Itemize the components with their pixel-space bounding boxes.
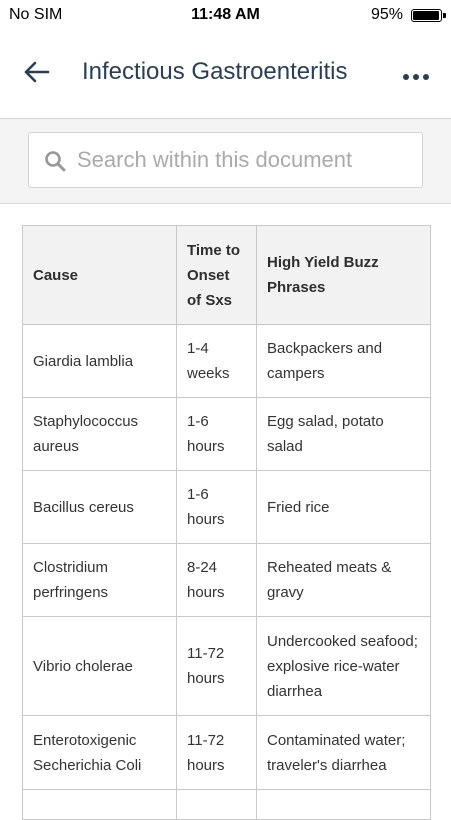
search-bar-container bbox=[0, 119, 451, 204]
onset-cell: 8-24 hours bbox=[177, 544, 257, 617]
onset-cell: 1-6 hours bbox=[177, 471, 257, 544]
onset-cell: 1-4 weeks bbox=[177, 325, 257, 398]
search-icon bbox=[43, 149, 67, 173]
table-row bbox=[23, 790, 431, 820]
header-cause: Cause bbox=[23, 226, 177, 325]
cause-cell: Bacillus cereus bbox=[23, 471, 177, 544]
battery-percent: 95% bbox=[370, 6, 403, 23]
gastroenteritis-table bbox=[22, 225, 431, 820]
navigation-bar bbox=[0, 30, 451, 119]
battery-icon bbox=[411, 9, 442, 22]
cause-cell: Clostridium perfringens bbox=[23, 544, 177, 617]
header-onset: Time to Onset of Sxs bbox=[177, 226, 257, 325]
table-row bbox=[23, 471, 431, 544]
phrase-cell: Reheated meats & gravy bbox=[257, 544, 431, 617]
cause-cell: Giardia lamblia bbox=[23, 325, 177, 398]
more-options-button[interactable] bbox=[401, 66, 431, 86]
battery-tip bbox=[443, 13, 446, 18]
search-box[interactable] bbox=[28, 132, 423, 188]
back-arrow-icon bbox=[18, 54, 54, 90]
table-row bbox=[23, 617, 431, 716]
page-title: Infectious Gastroenteritis bbox=[82, 58, 348, 85]
cause-cell: Enterotoxigenic Secherichia Coli bbox=[23, 716, 177, 790]
carrier-label: No SIM bbox=[9, 6, 63, 23]
onset-cell: 1-6 hours bbox=[177, 398, 257, 471]
header-buzz-phrases: High Yield Buzz Phrases bbox=[257, 226, 431, 325]
onset-cell: 11-72 hours bbox=[177, 617, 257, 716]
phrase-cell: Contaminated water; traveler's diarrhea bbox=[257, 716, 431, 790]
phrase-cell bbox=[257, 790, 431, 820]
back-button[interactable] bbox=[18, 54, 54, 90]
table-row bbox=[23, 398, 431, 471]
status-bar bbox=[0, 0, 451, 30]
clock-time: 11:48 AM bbox=[191, 6, 260, 23]
cause-cell: Staphylococcus aureus bbox=[23, 398, 177, 471]
phrase-cell: Egg salad, potato salad bbox=[257, 398, 431, 471]
more-dots-icon bbox=[401, 66, 431, 86]
table-row bbox=[23, 544, 431, 617]
onset-cell bbox=[177, 790, 257, 820]
phrase-cell: Fried rice bbox=[257, 471, 431, 544]
table-header-row bbox=[23, 226, 431, 325]
search-input[interactable] bbox=[77, 133, 412, 187]
cause-cell: Vibrio cholerae bbox=[23, 617, 177, 716]
cause-cell bbox=[23, 790, 177, 820]
phrase-cell: Backpackers and campers bbox=[257, 325, 431, 398]
document-table-container bbox=[22, 225, 430, 820]
phrase-cell: Undercooked seafood; explosive rice-water diarrhea bbox=[257, 617, 431, 716]
table-row bbox=[23, 325, 431, 398]
onset-cell: 11-72 hours bbox=[177, 716, 257, 790]
table-row bbox=[23, 716, 431, 790]
